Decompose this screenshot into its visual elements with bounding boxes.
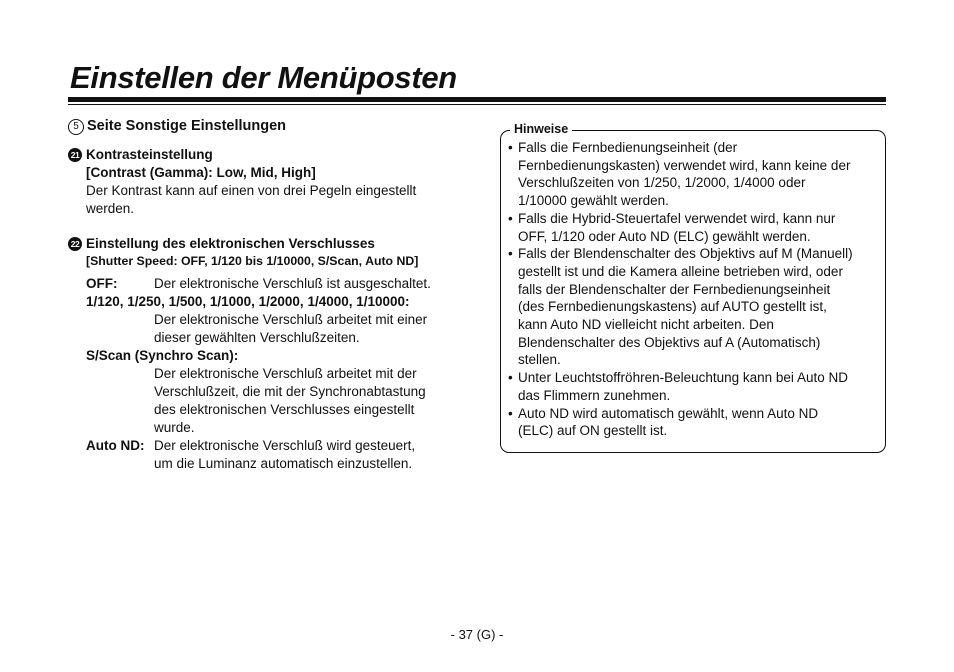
bullet-icon: •: [508, 370, 513, 386]
def-desc-speeds: dieser gewählten Verschlußzeiten.: [154, 330, 360, 345]
def-desc-sscan: Der elektronische Verschluß arbeitet mit der: [154, 366, 417, 381]
note-item: [508, 210, 853, 245]
def-term-off: OFF:: [86, 276, 118, 291]
note-item: [508, 405, 853, 440]
notes-label: Hinweise: [510, 120, 572, 138]
section-number-circle: 5: [68, 119, 84, 135]
def-desc-speeds: Der elektronische Verschluß arbeitet mit einer: [154, 312, 428, 327]
note-item: [508, 245, 853, 369]
def-desc-sscan: Verschlußzeit, die mit der Synchronabtastung: [154, 384, 426, 399]
item-description: Der Kontrast kann auf einen von drei Pegeln eingestellt: [86, 183, 417, 198]
def-desc-sscan: wurde.: [154, 420, 195, 435]
def-term-speeds: 1/120, 1/250, 1/500, 1/1000, 1/2000, 1/4000, 1/10000:: [86, 294, 410, 309]
notes-box: [500, 122, 886, 453]
item-options: [Contrast (Gamma): Low, Mid, High]: [86, 165, 316, 180]
def-desc-autond: um die Luminanz automatisch einzustellen.: [154, 456, 413, 471]
bullet-icon: •: [508, 405, 513, 421]
def-desc-sscan: des elektronischen Verschlusses eingestellt: [154, 402, 415, 417]
section-heading-text: Seite Sonstige Einstellungen: [87, 118, 287, 134]
title-rule-thin: [68, 104, 886, 105]
item-number-badge: 21: [68, 148, 82, 162]
def-desc-autond: Der elektronische Verschluß wird gesteuert,: [154, 438, 416, 453]
note-text: Falls die Hybrid-Steuertafel verwendet wird, kann nur OFF, 1/120 oder Auto ND (ELC) gewählt werden.: [518, 210, 836, 244]
item-options: [Shutter Speed: OFF, 1/120 bis 1/10000, S/Scan, Auto ND]: [86, 254, 419, 268]
item-title: Einstellung des elektronischen Verschlusses: [86, 236, 375, 251]
bullet-icon: •: [508, 246, 513, 262]
notes-list: [508, 139, 853, 440]
bullet-icon: •: [508, 140, 513, 155]
page-title: Einstellen der Menüposten: [70, 60, 457, 95]
def-term-sscan: S/Scan (Synchro Scan):: [86, 348, 239, 363]
page-number: - 37 (G) -: [450, 627, 504, 642]
note-item: [508, 139, 853, 210]
bullet-icon: •: [508, 210, 513, 226]
def-term-autond: Auto ND:: [86, 438, 145, 453]
section-heading: [68, 118, 286, 136]
def-desc-off: Der elektronische Verschluß ist ausgeschaltet.: [154, 276, 431, 291]
item-description: werden.: [86, 201, 135, 216]
item-title: Kontrasteinstellung: [86, 147, 213, 162]
note-text: Unter Leuchtstoffröhren-Beleuchtung kann bei Auto ND das Flimmern zunehmen.: [518, 370, 848, 403]
note-item: [508, 369, 853, 404]
note-text: Auto ND wird automatisch gewählt, wenn Auto ND (ELC) auf ON gestellt ist.: [518, 405, 819, 439]
item-number-badge: 22: [68, 237, 82, 251]
note-text: Falls der Blendenschalter des Objektivs auf M (Manuell) gestellt ist und die Kamera alleine betrieben wird, oder falls der Blendenschalter der Fernbedienungseinheit (des Fernbedienungskastens) auf AUTO gestellt ist, kann Auto ND vielleicht nicht arbeiten. Den Blendenschalter des Objektivs auf A (Automatisch) stellen.: [518, 246, 853, 368]
note-text: Falls die Fernbedienungseinheit (der Fernbedienungskasten) verwendet wird, kann keine der Verschlußzeiten von 1/250, 1/2000, 1/4000 oder 1/10000 gewählt werden.: [518, 140, 851, 209]
title-rule-thick: [68, 97, 886, 102]
